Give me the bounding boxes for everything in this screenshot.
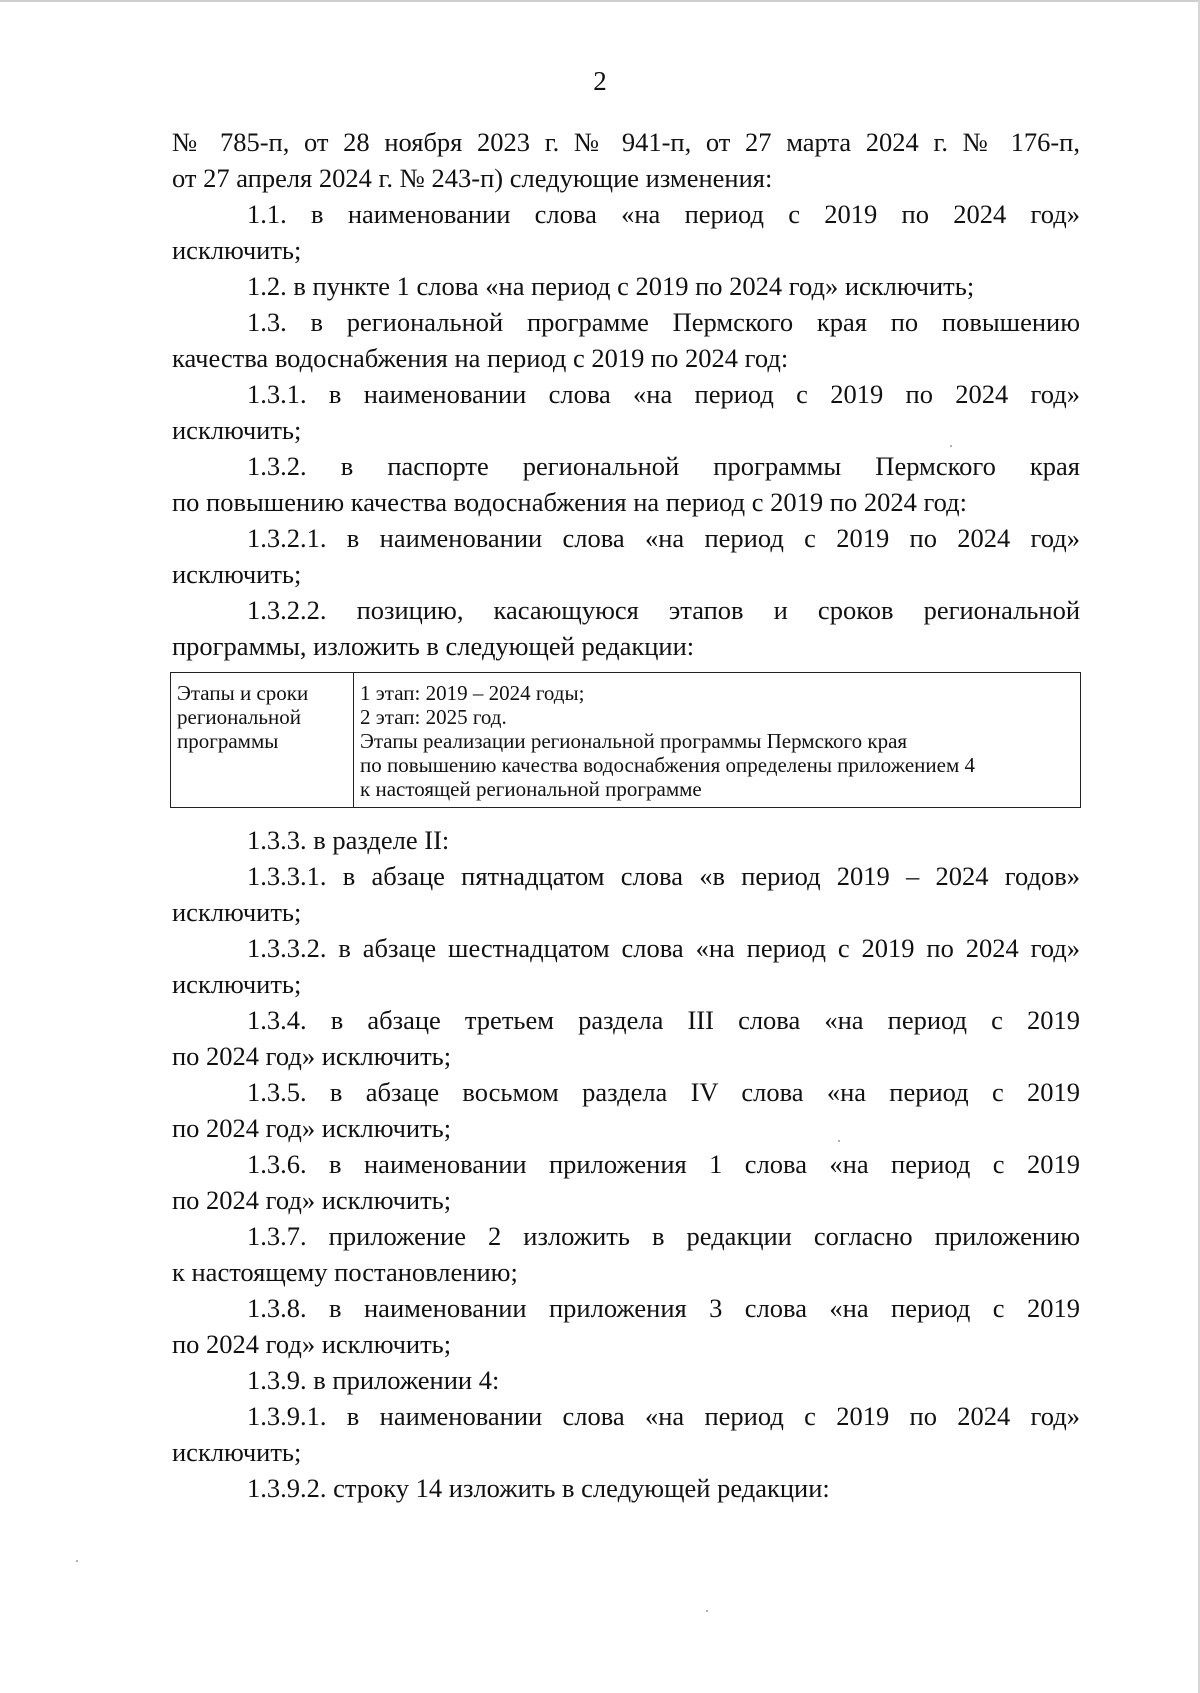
paragraph-line: 1.3.8. в наименовании приложения 3 слова «на период с 2019 [247,1293,1080,1323]
scan-edge-top [0,0,1200,2]
stages-table [170,672,1081,808]
paragraph-line: № 785-п, от 28 ноября 2023 г. № 941-п, от 27 марта 2024 г. № 176-п, [172,127,1080,157]
scan-speck [950,445,952,447]
paragraph-line: 1.3.9.2. строку 14 изложить в следующей редакции: [247,1473,830,1503]
paragraph-line: исключить; [172,1437,302,1467]
table-label-line: программы [177,729,279,753]
table-value-line: по повышению качества водоснабжения определены приложением 4 [360,753,975,777]
paragraph-line: 1.3.2. в паспорте региональной программы Пермского края [247,451,1080,481]
paragraph-line: 1.3. в региональной программе Пермского края по повышению [247,307,1080,337]
paragraph-line: исключить; [172,969,302,999]
paragraph-line: 1.1. в наименовании слова «на период с 2019 по 2024 год» [247,199,1080,229]
table-label-line: региональной [177,705,301,729]
table-value-line: 1 этап: 2019 – 2024 годы; [360,681,585,705]
paragraph-line: к настоящему постановлению; [172,1257,518,1287]
table-value-line: 2 этап: 2025 год. [360,705,507,729]
paragraph-line: 1.3.6. в наименовании приложения 1 слова «на период с 2019 [247,1149,1080,1179]
table-value-line: Этапы реализации региональной программы Пермского края [360,729,908,753]
paragraph-line: по 2024 год» исключить; [172,1041,452,1071]
paragraph-line: по 2024 год» исключить; [172,1185,452,1215]
paragraph-line: по 2024 год» исключить; [172,1113,452,1143]
paragraph-line: 1.3.1. в наименовании слова «на период с 2019 по 2024 год» [247,379,1080,409]
document-body [172,124,1080,1506]
paragraph-line: 1.3.9.1. в наименовании слова «на период с 2019 по 2024 год» [247,1401,1080,1431]
paragraph-line: исключить; [172,897,302,927]
page-number: 2 [593,66,607,96]
paragraph-line: 1.3.3.1. в абзаце пятнадцатом слова «в период 2019 – 2024 годов» [247,861,1080,891]
paragraph-line: 1.3.2.2. позицию, касающуюся этапов и сроков региональной [247,595,1080,625]
paragraph-line: исключить; [172,415,302,445]
scan-speck [76,1560,78,1562]
paragraph-line: исключить; [172,559,302,589]
table-cell-value [354,673,1081,808]
paragraph-line: качества водоснабжения на период с 2019 по 2024 год: [172,343,789,373]
scan-speck [838,1140,840,1142]
paragraph-line: по 2024 год» исключить; [172,1329,452,1359]
paragraph-line: 1.3.7. приложение 2 изложить в редакции согласно приложению [247,1221,1080,1251]
paragraph-line: 1.3.2.1. в наименовании слова «на период с 2019 по 2024 год» [247,523,1080,553]
paragraph-line: 1.2. в пункте 1 слова «на период с 2019 по 2024 год» исключить; [247,271,975,301]
table-label-line: Этапы и сроки [177,681,309,705]
table-cell-label [171,673,354,808]
paragraph-line: программы, изложить в следующей редакции: [172,631,695,661]
paragraph-line: исключить; [172,235,302,265]
table-row [171,673,1081,808]
scan-speck [706,1610,708,1612]
paragraph-line: 1.3.5. в абзаце восьмом раздела IV слова «на период с 2019 [247,1077,1080,1107]
table-value-line: к настоящей региональной программе [360,777,702,801]
paragraph-line: 1.3.9. в приложении 4: [247,1365,500,1395]
paragraph-line: по повышению качества водоснабжения на период с 2019 по 2024 год: [172,487,967,517]
paragraph-line: 1.3.3. в разделе II: [247,825,450,855]
paragraph-line: 1.3.3.2. в абзаце шестнадцатом слова «на период с 2019 по 2024 год» [247,933,1080,963]
paragraph-line: 1.3.4. в абзаце третьем раздела III слова «на период с 2019 [247,1005,1080,1035]
paragraph-line: от 27 апреля 2024 г. № 243-п) следующие изменения: [172,163,773,193]
